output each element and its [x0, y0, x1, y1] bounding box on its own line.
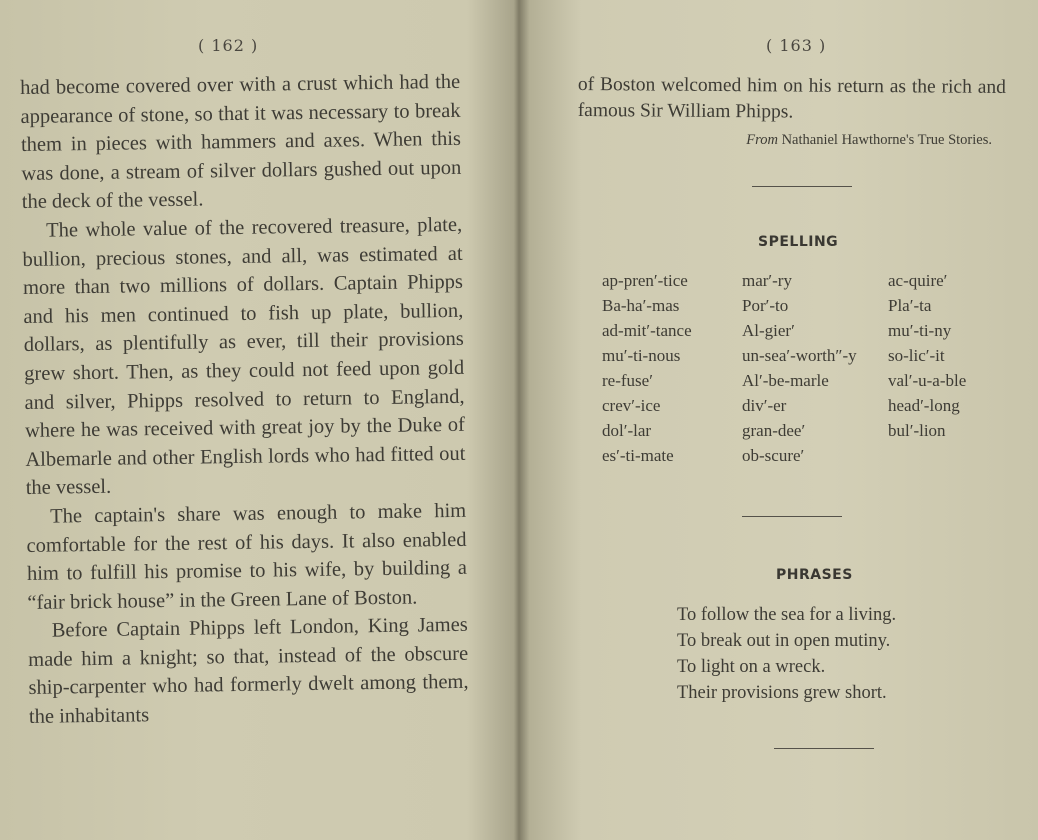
spelling-word: bul′-lion [888, 421, 946, 440]
paragraph: The whole value of the recovered treasure, plate, bullion, precious stones, and all, was estimated at more than two millions of dollars. Captain Phipps and his men continued to fish up plate, bullion, dollars, as plentifully as ever, till their provisions grew short. Then, as they could not feed upon gold and silver, Phipps resolved to return to England, where he was received with great joy by the Duke of Albemarle and other English lords who had fitted out the vessel. [22, 213, 466, 500]
spelling-column [742, 268, 888, 468]
section-divider [774, 748, 874, 749]
attribution-from-label: From [746, 132, 778, 148]
spelling-word: crev′-ice [602, 396, 661, 415]
left-page-number: ( 162 ) [198, 36, 259, 55]
spelling-word: Al′-be-marle [742, 371, 829, 390]
section-divider [752, 186, 852, 187]
paragraph: of Boston welcomed him on his return as the rich and famous Sir William Phipps. [577, 73, 1006, 123]
phrase: To light on a wreck. [677, 657, 826, 677]
paragraph: The captain's share was enough to make him comfortable for the rest of his days. It also enabled him to fulfill his promise to his wife, by building a “fair brick house” in the Green Lane of Boston. [26, 499, 468, 614]
spelling-word: head′-long [888, 396, 960, 415]
phrases-heading: PHRASES [776, 567, 853, 583]
phrase: Their provisions grew short. [677, 683, 887, 703]
left-page-body [20, 68, 469, 732]
spelling-word: Por′-to [742, 296, 789, 315]
spelling-word: mu′-ti-nous [602, 346, 681, 365]
spelling-word: dol′-lar [602, 421, 652, 440]
spelling-column [888, 268, 1008, 443]
spelling-word: ac-quire′ [888, 271, 948, 290]
spelling-word: mar′-ry [742, 271, 792, 290]
phrases-list [677, 602, 896, 706]
spelling-word: so-lic′-it [888, 346, 945, 365]
spelling-word: val′-u-a-ble [888, 371, 967, 390]
phrase: To break out in open mutiny. [677, 631, 891, 651]
continuation-text [578, 72, 1006, 127]
spelling-heading: SPELLING [758, 234, 839, 250]
spelling-word: Ba-ha′-mas [602, 296, 680, 315]
phrase: To follow the sea for a living. [677, 605, 897, 625]
paragraph: had become covered over with a crust which had the appearance of stone, so that it was necessary to break them in pieces with hammers and axes. When this was done, a stream of silver dollars gushed out upon the deck of the vessel. [20, 70, 462, 214]
spelling-column [602, 268, 742, 468]
attribution [672, 132, 992, 149]
spelling-word: re-fuse′ [602, 371, 653, 390]
spelling-word: ob-scure′ [742, 446, 805, 465]
spelling-word: es′-ti-mate [602, 446, 674, 465]
spelling-word: Al-gier′ [742, 321, 795, 340]
spelling-word: div′-er [742, 396, 787, 415]
spelling-word: un-sea′-worth″-y [742, 346, 857, 365]
right-page-number: ( 163 ) [766, 36, 827, 55]
spelling-word: gran-dee′ [742, 421, 806, 440]
right-page [520, 0, 1038, 840]
spelling-word: ap-pren′-tice [602, 271, 688, 290]
paragraph: Before Captain Phipps left London, King James made him a knight; so that, instead of the obscure ship-carpenter who had formerly dwelt among them, the inhabitants [28, 614, 469, 728]
spelling-word: ad-mit′-tance [602, 321, 692, 340]
attribution-source: Nathaniel Hawthorne's True Stories. [781, 132, 992, 148]
left-page [0, 0, 515, 840]
spelling-word: mu′-ti-ny [888, 321, 952, 340]
spelling-word: Pla′-ta [888, 296, 932, 315]
section-divider [742, 516, 842, 517]
